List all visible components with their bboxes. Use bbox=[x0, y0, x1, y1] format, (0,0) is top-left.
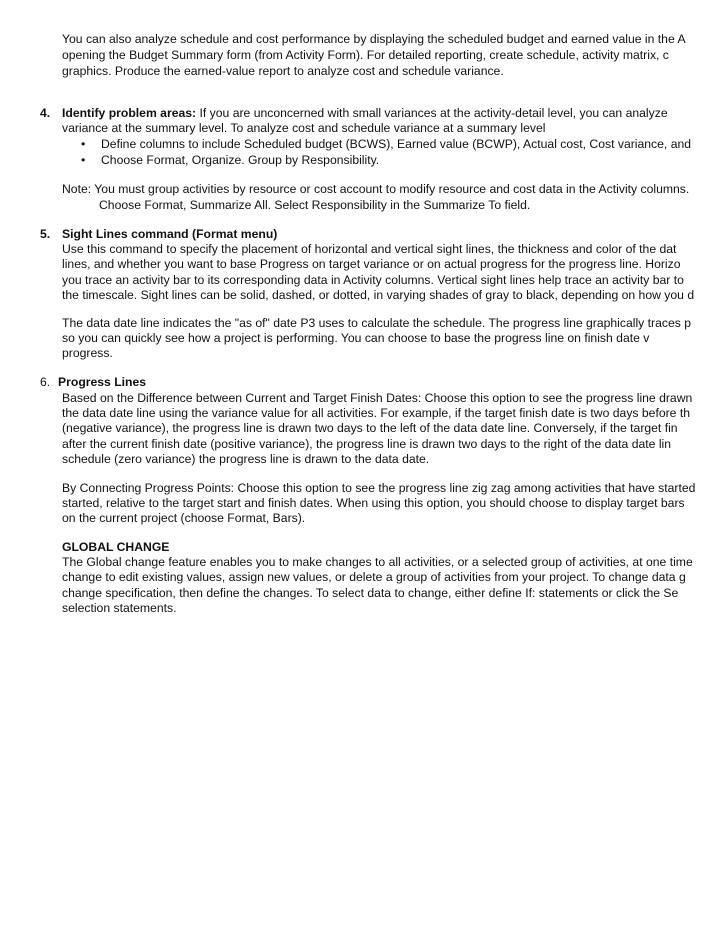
item-5-para1-line-3: you trace an activity bar to its corresponding data in Activity columns. Vertical sight lines help trace an activity bar to bbox=[62, 273, 684, 287]
item-4-number: 4. bbox=[40, 106, 51, 120]
global-change-line-1: The Global change feature enables you to make changes to all activities, or a selected group of activities, at one time bbox=[62, 555, 693, 569]
item-5-para2-line-3: progress. bbox=[62, 346, 113, 360]
item-5-para1-line-4: the timescale. Sight lines can be solid, dashed, or dotted, in varying shades of gray to black, depending on how you d bbox=[62, 288, 695, 302]
item-6-para1-line-5: schedule (zero variance) the progress line is drawn to the data date. bbox=[62, 452, 430, 466]
global-change-heading: GLOBAL CHANGE bbox=[62, 540, 170, 554]
intro-line-2: opening the Budget Summary form (from Activity Form). For detailed reporting, create schedule, activity matrix, c bbox=[62, 48, 669, 62]
item-4-line-2: variance at the summary level. To analyze cost and schedule variance at a summary level bbox=[62, 121, 546, 135]
item-6-para2-line-2: started, relative to the target start and finish dates. When using this option, you should choose to display target bars bbox=[62, 496, 685, 510]
global-change-line-4: selection statements. bbox=[62, 601, 177, 615]
item-4-note-line-2: Choose Format, Summarize All. Select Responsibility in the Summarize To field. bbox=[99, 198, 531, 212]
item-6-para1-line-2: the data date line using the variance value for all activities. For example, if the target finish date is two days before th bbox=[62, 406, 691, 420]
global-change-line-3: change specification, then define the changes. To select data to change, either define If: statements or click the Se bbox=[62, 586, 679, 600]
intro-line-1: You can also analyze schedule and cost performance by displaying the scheduled budget and earned value in the A bbox=[62, 32, 686, 46]
intro-line-3: graphics. Produce the earned-value report to analyze cost and schedule variance. bbox=[62, 64, 504, 78]
item-5-para1-line-2: lines, and whether you want to base Progress on target variance or on actual progress for the progress line. Horizo bbox=[62, 257, 681, 271]
item-4-first-line bbox=[62, 106, 668, 121]
item-4-bullet-2: Choose Format, Organize. Group by Responsibility. bbox=[101, 153, 380, 167]
item-6-para1-line-1: Based on the Difference between Current and Target Finish Dates: Choose this option to see the progress line drawn bbox=[62, 391, 693, 405]
item-6-number: 6. bbox=[40, 375, 51, 389]
item-6-para2-line-3: on the current project (choose Format, Bars). bbox=[62, 511, 306, 525]
item-5-para2-line-1: The data date line indicates the "as of" date P3 uses to calculate the schedule. The progress line graphically traces p bbox=[62, 316, 692, 330]
bullet-marker: • bbox=[81, 137, 86, 151]
item-4-note-line-1: Note: You must group activities by resource or cost account to modify resource and cost data in the Activity columns. bbox=[62, 182, 690, 196]
global-change-line-2: change to edit existing values, assign new values, or delete a group of activities from your project. To change data g bbox=[62, 570, 686, 584]
item-6-para1-line-4: after the current finish date (positive variance), the progress line is drawn two days to the right of the data date lin bbox=[62, 437, 672, 451]
item-5-para2-line-2: so you can quickly see how a project is performing. You can choose to base the progress line on finish date v bbox=[62, 331, 650, 345]
item-4-heading: Identify problem areas: bbox=[62, 106, 197, 120]
item-5-heading: Sight Lines command (Format menu) bbox=[62, 227, 278, 241]
item-6-heading: Progress Lines bbox=[58, 375, 147, 389]
item-5-number: 5. bbox=[40, 227, 51, 241]
item-6-para2-line-1: By Connecting Progress Points: Choose this option to see the progress line zig zag among activities that have started bbox=[62, 481, 696, 495]
bullet-marker: • bbox=[81, 153, 86, 167]
item-5-para1-line-1: Use this command to specify the placement of horizontal and vertical sight lines, the thickness and color of the dat bbox=[62, 242, 677, 256]
item-6-para1-line-3: (negative variance), the progress line is drawn two days to the left of the data date line. Conversely, if the target fin bbox=[62, 421, 678, 435]
item-4-bullet-1: Define columns to include Scheduled budget (BCWS), Earned value (BCWP), Actual cost, Cost variance, and bbox=[101, 137, 692, 151]
item-4-line1-rest: If you are unconcerned with small variances at the activity-detail level, you can analyze bbox=[196, 106, 668, 120]
